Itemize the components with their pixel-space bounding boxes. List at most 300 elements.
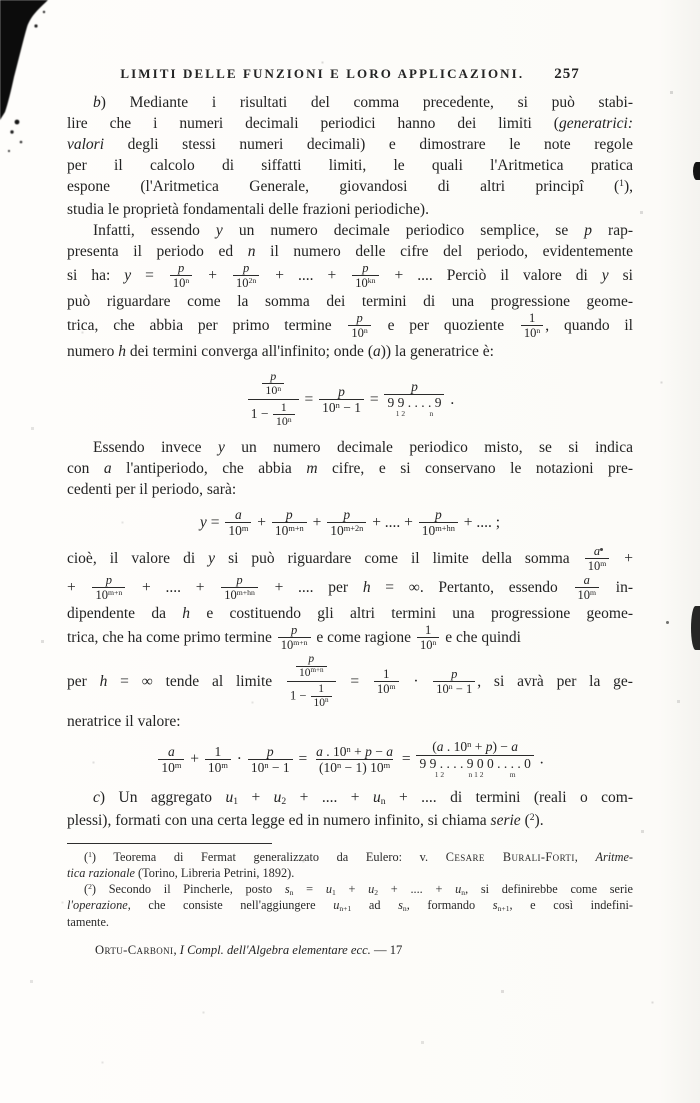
- text-run: , si definirebbe come serie: [465, 881, 633, 896]
- text-run: , e così indefini-: [509, 898, 634, 913]
- italic-text: u: [333, 898, 340, 913]
- text-line: [67, 898, 633, 915]
- text-run: = ∞. Pertanto, essendo: [370, 579, 573, 597]
- text-run: 10: [207, 760, 222, 776]
- text-run: dei termini converga all'infinito; onde (: [125, 343, 373, 360]
- text-run: 10: [376, 681, 390, 696]
- scan-edge-mark: [691, 606, 700, 650]
- text-run: e costituendo gli altri termini una progressione geome-: [190, 604, 633, 622]
- italic-text: u: [325, 881, 332, 896]
- italic-text: p: [485, 739, 493, 755]
- fraction: [352, 261, 378, 290]
- text-run: + .... ;: [459, 513, 501, 531]
- denominator: [272, 522, 307, 538]
- numerator: [175, 261, 187, 275]
- superscript: m: [389, 681, 396, 691]
- text-run: 10: [265, 383, 278, 398]
- text-run: + .... Perciò il valore di: [380, 267, 602, 285]
- scan-edge-mark: [693, 162, 700, 180]
- numerator: [353, 311, 365, 325]
- denominator: [433, 681, 475, 696]
- italic-text: a: [386, 744, 393, 760]
- digits: 9 9 . . . . 9 0 0 . . . . 0: [419, 755, 531, 771]
- text-line: [67, 341, 633, 362]
- denominator: [248, 399, 299, 430]
- denominator: [158, 759, 184, 775]
- text-run: per il calcolo di siffatti limiti, le quali l'Aritmetica pratica: [67, 157, 633, 174]
- paragraph-b: [67, 92, 633, 220]
- italic-text: s: [398, 898, 403, 913]
- fraction: [205, 744, 231, 775]
- superscript: n: [363, 326, 368, 336]
- numerator: [233, 573, 245, 587]
- text-run: =: [293, 881, 326, 896]
- text-run: l'antiperiodo, che abbia: [111, 459, 307, 477]
- page-content: [67, 66, 633, 961]
- signature-line: [67, 940, 633, 961]
- text-run: 10: [330, 522, 344, 538]
- fraction: [262, 370, 284, 398]
- text-run: ) Un aggregato: [99, 788, 226, 806]
- numerator: [422, 623, 434, 637]
- text-line: [67, 915, 633, 931]
- superscript: 2n: [248, 276, 257, 286]
- fraction: [374, 667, 399, 696]
- text-run: =: [337, 672, 372, 690]
- subscript: n+1: [339, 904, 352, 914]
- denominator: [585, 558, 610, 573]
- fraction: [273, 401, 295, 429]
- fraction: [272, 507, 307, 538]
- text-run: 10: [322, 399, 336, 415]
- superscript: m+n: [288, 523, 304, 533]
- text-run: si ha:: [67, 267, 125, 285]
- fraction: [521, 311, 543, 340]
- italic-text: a: [103, 459, 112, 477]
- italic-text: I Compl. dell'Algebra elementare ecc.: [179, 943, 371, 958]
- fraction: [319, 384, 364, 415]
- italic-text: serie: [490, 811, 521, 829]
- text-run: in-: [601, 579, 633, 597]
- text-run: per: [67, 672, 100, 690]
- text-run: Essendo invece: [93, 438, 218, 456]
- denominator: [417, 637, 439, 652]
- text-run: 10: [275, 414, 288, 429]
- superscript: m+n: [107, 588, 123, 598]
- text-run: un numero decimale periodico semplice, se: [222, 222, 585, 239]
- denominator: [262, 383, 284, 397]
- text-line: [67, 241, 633, 262]
- text-run: + .... di termini (reali o com-: [385, 788, 634, 806]
- text-run: 10: [250, 760, 265, 776]
- text-run: (: [84, 849, 89, 864]
- superscript: m: [174, 760, 182, 770]
- denominator: [575, 587, 600, 602]
- fraction: [311, 683, 332, 710]
- formula-generatrice-semplice: [67, 370, 633, 431]
- text-line: [67, 220, 633, 241]
- text-run: un numero decimale periodico misto, se si indica: [224, 438, 633, 456]
- text-line: [67, 479, 633, 500]
- italic-text: a: [583, 572, 590, 587]
- text-run: 10: [577, 587, 590, 602]
- denominator: [348, 325, 370, 340]
- italic-text: h: [99, 672, 108, 690]
- fraction: [92, 573, 125, 602]
- text-run: cioè, il valore di: [67, 550, 209, 568]
- smallcaps-text: Ortu-Carboni: [95, 943, 174, 958]
- superscript: 1: [88, 849, 92, 859]
- superscript: m: [221, 760, 228, 770]
- fraction: [419, 507, 458, 538]
- italic-text: h: [362, 579, 371, 597]
- numerator: [591, 544, 603, 558]
- fraction: [433, 667, 475, 696]
- text-run: 10: [421, 522, 436, 538]
- text-run: =: [397, 751, 415, 769]
- numerator: [283, 507, 296, 522]
- scan-speck: [666, 621, 669, 624]
- subscript: n: [402, 904, 407, 914]
- text-line: [67, 940, 633, 961]
- text-run: 10: [355, 276, 368, 290]
- italic-text: p: [308, 652, 315, 665]
- text-run: (: [432, 739, 437, 755]
- denominator: [287, 681, 336, 711]
- text-run: numero: [67, 343, 119, 360]
- text-run: si può riguardare come il limite della somma: [215, 550, 583, 568]
- text-run: . 10: [322, 744, 347, 760]
- numerator: [212, 744, 225, 759]
- underlabeled-digits: [419, 756, 530, 778]
- italic-text: p: [434, 506, 442, 522]
- italic-text: p: [266, 744, 274, 760]
- running-header: [67, 66, 633, 83]
- numerator: [380, 667, 392, 681]
- text-run: ) Mediante i risultati del comma precedente, si può stabi-: [100, 94, 633, 111]
- text-run: presenta il periodo ed: [67, 243, 248, 260]
- italic-text: p: [362, 261, 369, 275]
- text-run: .: [535, 751, 544, 769]
- text-run: =: [294, 751, 312, 769]
- italic-text: n: [247, 243, 256, 260]
- numerator: [305, 653, 317, 666]
- text-run: + .... per: [259, 579, 363, 597]
- italic-text: y: [215, 222, 223, 239]
- text-run: ).: [534, 811, 544, 829]
- index-labels: 1 2 n 1 2 m: [434, 769, 516, 779]
- text-run: ,: [574, 849, 596, 864]
- text-run: e per quoziente: [372, 317, 519, 335]
- text-line: [67, 653, 633, 712]
- text-run: ) −: [492, 739, 512, 755]
- text-line: [67, 545, 633, 574]
- superscript: m+hn: [435, 523, 455, 533]
- fraction: [158, 744, 184, 775]
- italic-text: a: [593, 543, 601, 558]
- text-run: =: [365, 390, 383, 408]
- text-run: =: [300, 390, 318, 408]
- text-line: [67, 850, 633, 867]
- superscript: m: [383, 760, 391, 770]
- subscript: n: [380, 796, 386, 808]
- fraction: [221, 573, 258, 602]
- denominator: [374, 681, 399, 696]
- text-line: [67, 312, 633, 341]
- superscript: m+n: [293, 638, 308, 648]
- text-run: neratrice il valore:: [67, 713, 181, 731]
- italic-text: valori: [67, 136, 105, 153]
- text-run: . 10: [443, 739, 468, 755]
- text-run: + .... +: [368, 513, 417, 531]
- denominator: [170, 275, 192, 290]
- superscript: m+2n: [343, 523, 364, 533]
- denominator: [384, 394, 444, 419]
- text-line: [67, 262, 633, 291]
- numerator: [359, 261, 371, 275]
- italic-text: p: [411, 379, 418, 395]
- paper-noise: [0, 0, 1, 1]
- text-run: tamente.: [67, 914, 109, 929]
- text-line: [67, 199, 633, 220]
- paragraph-essendo-invece: [67, 437, 633, 500]
- denominator: [205, 759, 231, 775]
- text-run: 10: [280, 637, 294, 652]
- numerator: [408, 379, 421, 394]
- denominator: [273, 414, 295, 428]
- italic-text: l'operazione: [67, 898, 128, 913]
- text-run: ·: [232, 751, 246, 769]
- superscript: n: [335, 400, 340, 410]
- subscript: n: [289, 887, 294, 897]
- paragraph-infatti: [67, 220, 633, 362]
- italic-text: a: [168, 744, 175, 760]
- fraction: [575, 573, 600, 602]
- subscript: 1: [331, 887, 336, 897]
- superscript: n: [448, 681, 453, 691]
- footnote-1: [67, 850, 633, 882]
- text-line: [67, 370, 633, 431]
- text-run: + .... +: [378, 881, 456, 896]
- italic-text: s: [492, 898, 498, 913]
- paragraph-c-serie: [67, 787, 633, 833]
- italic-text: generatrici:: [558, 115, 633, 132]
- italic-text: p: [356, 311, 363, 325]
- text-run: 1: [280, 399, 287, 414]
- text-run: degli stessi numeri decimali) e dimostrare le note regole: [104, 136, 633, 153]
- fraction: [296, 653, 327, 680]
- text-run: 10: [419, 637, 433, 652]
- denominator: [92, 587, 125, 602]
- text-run: ) Teorema di Fermat generalizzato da Eulero: v.: [91, 849, 446, 864]
- numerator: [258, 369, 288, 399]
- ink-blot: [0, 0, 70, 160]
- text-run: ),: [623, 178, 633, 195]
- italic-text: u: [225, 788, 234, 806]
- italic-text: u: [455, 881, 462, 896]
- italic-text: a: [372, 343, 381, 360]
- denominator: [521, 325, 543, 340]
- italic-text: p: [584, 222, 593, 239]
- fraction: [585, 544, 610, 573]
- text-run: − 1: [268, 760, 290, 776]
- formula-serie-periodico-misto: [67, 508, 633, 539]
- text-run: 10: [523, 326, 537, 340]
- text-run: −: [371, 744, 387, 760]
- superscript: m: [600, 559, 607, 569]
- page-number: 257: [554, 66, 580, 82]
- text-run: = ∞ tende al limite: [107, 672, 285, 690]
- superscript: n: [325, 696, 329, 705]
- fraction: [225, 507, 251, 538]
- text-run: 10: [236, 276, 249, 290]
- text-run: +: [194, 267, 232, 285]
- text-run: + .... +: [286, 788, 373, 806]
- numerator: [429, 739, 521, 754]
- text-run: 10: [436, 681, 449, 696]
- fraction: [170, 261, 192, 290]
- underlabeled-digits: [387, 395, 441, 417]
- denominator: [221, 587, 258, 602]
- text-run: 10: [172, 276, 186, 290]
- text-run: − 1: [452, 681, 473, 696]
- text-run: 10: [298, 666, 311, 679]
- superscript: 1: [619, 178, 624, 190]
- text-run: il numero delle cifre del periodo, evidentemente: [255, 243, 633, 260]
- text-run: − 1: [339, 399, 361, 415]
- numerator: [240, 261, 252, 275]
- text-line: [67, 711, 633, 732]
- numerator: [315, 683, 327, 696]
- italic-text: h: [182, 604, 191, 622]
- superscript: m+hn: [236, 588, 255, 598]
- subscript: 2: [281, 796, 287, 808]
- text-line: [67, 508, 633, 539]
- numerator: [335, 384, 348, 399]
- text-run: studia le proprietà fondamentali delle frazioni periodiche).: [67, 201, 429, 218]
- italic-text: y: [601, 267, 609, 285]
- italic-text: p: [343, 506, 351, 522]
- denominator: [278, 637, 311, 652]
- numerator: [103, 573, 115, 587]
- superscript: m: [241, 523, 249, 533]
- superscript: n: [432, 638, 437, 648]
- text-run: 10: [313, 696, 326, 709]
- text-run: )) la generatrice è:: [380, 343, 494, 360]
- numerator: [526, 311, 538, 325]
- italic-text: a: [316, 744, 323, 760]
- text-line: [67, 866, 633, 882]
- text-run: +: [611, 550, 633, 568]
- running-head-title: LIMITI DELLE FUNZIONI E LORO APPLICAZIONI.: [120, 66, 525, 81]
- text-run: lire che i numeri decimali periodici hanno dei limiti (: [67, 115, 559, 132]
- formula-generatrice-misto: [67, 740, 633, 780]
- text-run: espone (l'Aritmetica Generale, giovandosi di altri principî (: [67, 178, 620, 195]
- text-run: plessi), formati con una certa legge ed in numero infinito, si chiama: [67, 811, 491, 829]
- numerator: [432, 507, 445, 522]
- text-line: [67, 740, 633, 780]
- text-run: trica, che ha come primo termine: [67, 629, 276, 647]
- italic-text: p: [105, 572, 112, 587]
- italic-text: p: [177, 261, 185, 275]
- text-run: + .... +: [127, 579, 220, 597]
- denominator: [352, 275, 378, 290]
- numerator: [278, 401, 290, 414]
- text-run: =: [131, 267, 168, 285]
- superscript: m: [590, 588, 597, 598]
- text-line: [67, 113, 633, 134]
- italic-text: p: [338, 383, 345, 399]
- italic-text: b: [93, 94, 101, 111]
- italic-text: y: [124, 267, 132, 285]
- paragraph-per-h-infinito: [67, 653, 633, 733]
- superscript: 2: [88, 881, 92, 891]
- text-line: [67, 92, 633, 113]
- text-run: ,: [173, 943, 180, 958]
- text-run: 10: [587, 558, 601, 573]
- numerator: [232, 507, 245, 522]
- denominator: [225, 522, 251, 538]
- subscript: n: [461, 887, 466, 897]
- italic-text: a: [436, 739, 444, 755]
- text-line: [67, 810, 633, 833]
- italic-text: a: [234, 506, 242, 522]
- numerator: [292, 652, 331, 681]
- fraction: [416, 739, 533, 779]
- text-run: e come ragione: [312, 629, 415, 647]
- footnote-separator: [67, 843, 272, 844]
- fraction: [233, 261, 259, 290]
- superscript: m+n: [310, 666, 324, 675]
- text-run: si: [608, 267, 633, 285]
- text-run: (: [520, 811, 530, 829]
- numerator: [340, 507, 353, 522]
- text-run: , quando il: [545, 317, 633, 335]
- text-run: 1 −: [289, 687, 310, 702]
- fraction: [313, 744, 396, 775]
- text-line: [67, 155, 633, 176]
- superscript: n: [287, 414, 292, 424]
- denominator: [419, 522, 458, 538]
- fraction: [384, 379, 444, 419]
- subscript: n+1: [497, 904, 510, 914]
- text-run: può riguardare come la somma dei termini di una progressione geome-: [67, 293, 633, 310]
- subscript: 1: [233, 796, 238, 808]
- italic-text: s: [284, 881, 290, 896]
- page-body: [67, 92, 633, 961]
- text-run: rap-: [592, 222, 634, 239]
- paragraph-cioe: [67, 545, 633, 653]
- text-run: 10: [95, 587, 108, 602]
- italic-text: u: [273, 788, 282, 806]
- text-run: ) Secondo il Pincherle, posto: [91, 881, 285, 896]
- text-run: +: [335, 881, 369, 896]
- text-run: +: [350, 744, 366, 760]
- text-run: +: [253, 513, 270, 531]
- text-line: [67, 458, 633, 479]
- text-run: cedenti per il periodo, sarà:: [67, 480, 237, 498]
- denominator: [319, 399, 364, 415]
- text-run: 1 −: [250, 405, 272, 421]
- numerator: [448, 667, 460, 681]
- text-run: +: [471, 739, 486, 755]
- text-run: ·: [400, 672, 432, 690]
- superscript: kn: [367, 276, 376, 286]
- superscript: n: [346, 744, 351, 754]
- denominator: [416, 755, 533, 780]
- text-run: +: [186, 751, 203, 769]
- superscript: n: [277, 383, 282, 393]
